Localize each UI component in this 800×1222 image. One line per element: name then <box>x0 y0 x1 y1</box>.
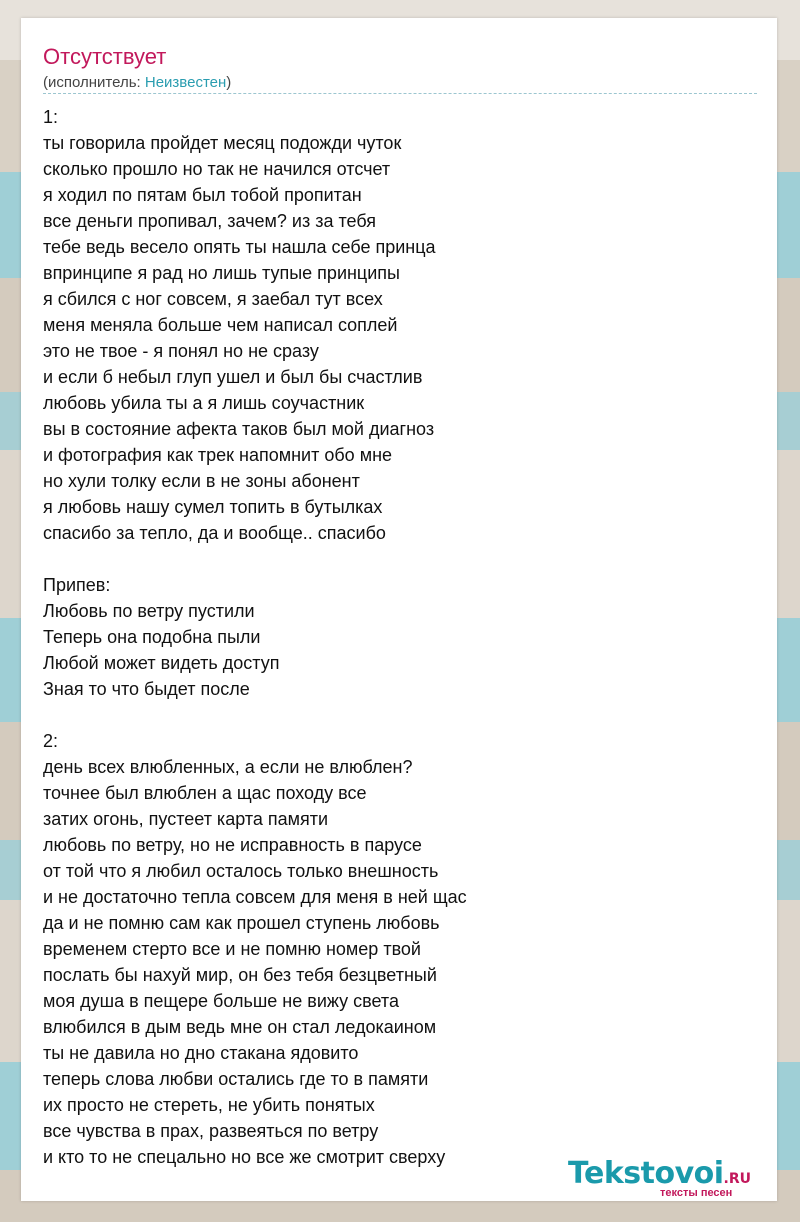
lyric-line: ты не давила но дно стакана ядовито <box>43 1043 359 1063</box>
artist-prefix: (исполнитель: <box>43 74 145 91</box>
lyric-line: меня меняла больше чем написал соплей <box>43 315 398 335</box>
divider <box>43 93 757 94</box>
lyric-line: от той что я любил осталось только внешность <box>43 861 439 881</box>
lyric-line: да и не помню сам как прошел ступень любовь <box>43 913 440 933</box>
lyric-line: я сбился с ног совсем, я заебал тут всех <box>43 289 383 309</box>
lyric-line: ты говорила пройдет месяц подожди чуток <box>43 133 402 153</box>
lyric-line: Зная то что быдет после <box>43 679 250 699</box>
lyric-line: и если б небыл глуп ушел и был бы счастлив <box>43 367 423 387</box>
lyric-line: я любовь нашу сумел топить в бутылках <box>43 497 383 517</box>
lyric-line: точнее был влюблен а щас походу все <box>43 783 367 803</box>
lyric-line: день всех влюбленных, а если не влюблен? <box>43 757 413 777</box>
lyric-line <box>43 546 763 572</box>
lyric-line: Припев: <box>43 575 111 595</box>
lyric-line: Любой может видеть доступ <box>43 653 280 673</box>
lyric-line: спасибо за тепло, да и вообще.. спасибо <box>43 523 386 543</box>
lyric-line: и фотография как трек напомнит обо мне <box>43 445 393 465</box>
lyric-line: все деньги пропивал, зачем? из за тебя <box>43 211 376 231</box>
artist-line <box>43 74 231 92</box>
lyric-line: я ходил по пятам был тобой пропитан <box>43 185 362 205</box>
lyric-line: Любовь по ветру пустили <box>43 601 255 621</box>
lyric-line: впринципе я рад но лишь тупые принципы <box>43 263 400 283</box>
lyric-line: Теперь она подобна пыли <box>43 627 261 647</box>
lyric-line: 1: <box>43 107 59 127</box>
lyric-line: все чувства в прах, развеяться по ветру <box>43 1121 379 1141</box>
lyric-line: теперь слова любви остались где то в памяти <box>43 1069 429 1089</box>
lyrics-card <box>21 18 777 1201</box>
artist-link[interactable]: Неизвестен <box>144 74 227 91</box>
song-title: Отсутствует <box>43 44 167 69</box>
lyric-line: любовь по ветру, но не исправность в парусе <box>43 835 422 855</box>
site-logo-tld: .RU <box>723 1171 752 1187</box>
lyric-line: 2: <box>43 731 59 751</box>
lyric-line: сколько прошло но так не начился отсчет <box>43 159 391 179</box>
lyric-line: и кто то не спецально но все же смотрит сверху <box>43 1147 446 1167</box>
lyric-line: но хули толку если в не зоны абонент <box>43 471 360 491</box>
lyric-line: затих огонь, пустеет карта памяти <box>43 809 329 829</box>
lyric-line: и не достаточно тепла совсем для меня в ней щас <box>43 887 467 907</box>
lyric-line: вы в состояние афекта таков был мой диагноз <box>43 419 435 439</box>
lyric-line: временем стерто все и не помню номер твой <box>43 939 421 959</box>
artist-suffix: ) <box>226 74 232 91</box>
lyric-line: влюбился в дым ведь мне он стал ледокаином <box>43 1017 437 1037</box>
lyric-line: послать бы нахуй мир, он без тебя безцветный <box>43 965 437 985</box>
lyric-line: любовь убила ты а я лишь соучастник <box>43 393 365 413</box>
lyric-line <box>43 702 763 728</box>
lyrics-text <box>43 104 763 1170</box>
lyric-line: это не твое - я понял но не сразу <box>43 341 319 361</box>
site-tagline: тексты песен <box>660 1187 733 1199</box>
lyric-line: тебе ведь весело опять ты нашла себе принца <box>43 237 436 257</box>
site-logo[interactable] <box>568 1156 774 1200</box>
site-logo-name: Tekstovoi <box>568 1156 724 1191</box>
lyric-line: их просто не стереть, не убить понятых <box>43 1095 375 1115</box>
lyric-line: моя душа в пещере больше не вижу света <box>43 991 399 1011</box>
